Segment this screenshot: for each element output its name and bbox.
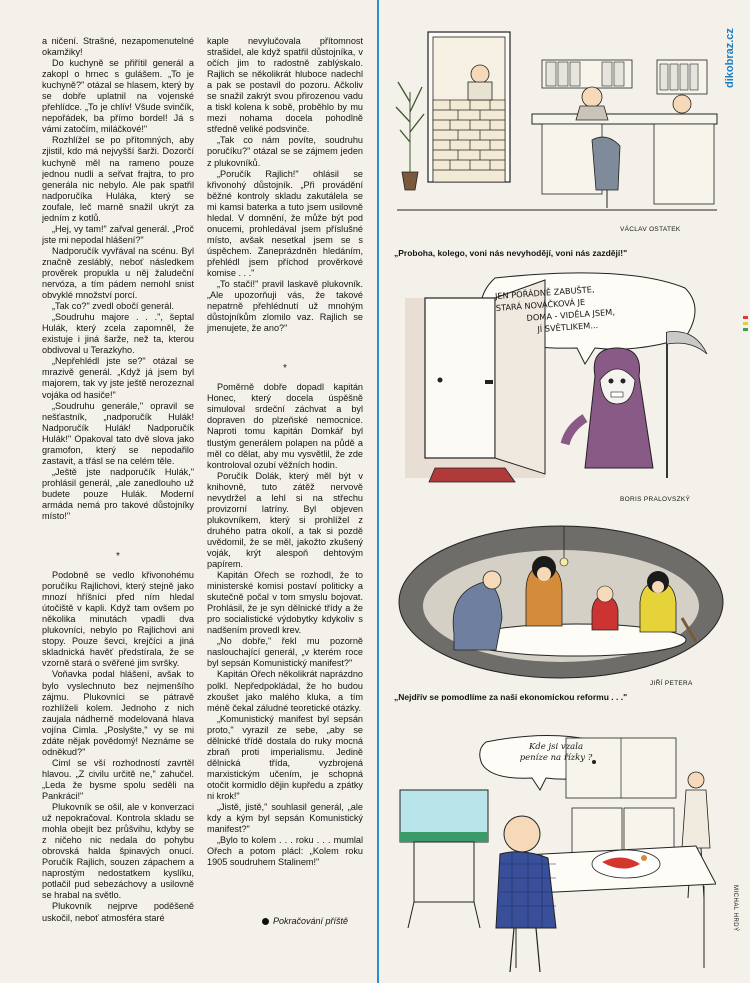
paragraph: „Soudruhu generále," opravil se nešťastník, „nadporučík Hulák! Nadporučík Hulák! Nadporučík Hulák!" Opakoval tato dvě slova jako gramofon, který se nepodařilo zastavit, a třásl se na celém těle. [42, 400, 194, 466]
cartoon-1-credit: VÁCLAV OSTATEK [620, 226, 681, 233]
paragraph: „Poručík Rajlich!" ohlásil se křivonohý důstojník. „Při provádění běžné kontroly skladu zakutálela se mi kamsi baterka a tuto jsem usilovně hledal. V domnění, že může být pod onucemi, prohledával jsem příslušné místo, avšak nesetkal jsem se s úspěchem. Zaneprázdněn hledáním, přehlédl jsem příchod prověrkové komise . . ." [207, 168, 363, 278]
paragraph: „Jistě, jistě," souhlasil generál, „ale kdy a kým byl sepsán Komunistický manifest?" [207, 802, 363, 835]
cartoon-4-speech [496, 742, 616, 764]
paragraph: „Hej, vy tam!" zařval generál. „Proč jste mi nepodal hlášení?" [42, 223, 194, 245]
section-separator: * [116, 551, 120, 563]
paragraph: Ciml se vší rozhodností zavrtěl hlavou. „Z civilu určitě ne," zahučel. „Leda že bysme spolu seděli na Pankráci!" [42, 757, 194, 801]
cartoon-kitchen [396, 728, 716, 978]
paragraph: „To stačí!" pravil laskavě plukovník. „Ale upozorňuji vás, že takové nepatrně přehlédnutí už mnohým důstojníkům zlomilo vaz. Rajlich se jmenujete, že ano?" [207, 279, 363, 334]
section-separator: * [283, 363, 287, 375]
speech-line: STARÁ NOVÁČKOVÁ JE [495, 296, 586, 313]
paragraph: „Bylo to kolem . . . roku . . . mumlal Ořech a potom plácl: „Kolem roku 1905 soudruhem Stalinem!" [207, 835, 363, 868]
cartoon-3-drawing [396, 522, 726, 682]
paragraph: Podobně se vedlo křivonohému poručíku Rajlichovi, který stejně jako mnozí hříšníci před ním hledal útočiště v kapli. Když tam ovšem po několika minutách vpadli dva plukovníci, nebylo po Rajlichovi ani stopy. Pouze ševci, krejčíci a jiná skladnická havěť předstírala, že se vzorně stará o svěřené jim svršky. [42, 570, 194, 669]
speech-line: peníze na řízky ? [519, 753, 593, 763]
paragraph: „Nepřehlédl jste se?" otázal se mrazivě generál. „Když já jsem byl majorem, tak vy jste ještě nerozeznal vojáka od hasiče!" [42, 356, 194, 400]
text-column-1 [42, 36, 194, 976]
paragraph: Poručík Dolák, který měl být v knihovně, tuto zátěž nervově nevydržel a lehl si na střechu provizorní latríny. Byl objeven plukovníkem, který si prohlížel z druhého patra okolí, a tak si pozdě uvědomil, že se měl, jakožto zkušený voják, krýt alespoň dehtovým papírem. [207, 470, 363, 570]
paragraph: „Ještě jste nadporučík Hulák," prohlásil generál, „ale zanedlouho už budete pouze Hulák. Moderní armáda nemá pro takové důstojníky místo!" [42, 466, 194, 522]
speech-line: JEN POŘÁDNĚ ZABUŠTE, [494, 284, 595, 302]
paragraph: „Soudruhu majore . . .", šeptal Hulák, který zcela zapomněl, že existuje i jiná šarže, než ta, kterou obdivoval u Terazkyho. [42, 312, 194, 356]
paragraph: Poměrně dobře dopadl kapitán Honec, který docela úspěšně simuloval srdeční záchvat a byl dopraven do plzeňské nemocnice. Naproti tomu kapitán Domkář byl tlustým generálem polapen na půdě a měl co dělat, aby mu vysvětlil, že zde kontroloval ozubí věžních hodin. [207, 382, 363, 470]
cartoon-3-caption: „Nejdřív se pomodlíme za naši ekonomickou reformu . . ." [394, 692, 628, 702]
cartoon-office-wall [392, 22, 722, 222]
cartoon-1-caption: „Proboha, kolego, voni nás nevyhodějí, voni nás zazdějí!" [394, 248, 628, 258]
cartoon-3-credit: JIŘÍ PETERA [650, 680, 693, 687]
cartoon-cave-prayer [396, 522, 726, 682]
paragraph: Nadporučík vyvřával na scénu. Byl značně zesláblý, neboť následkem prověrek propukla u něj žaludeční nervóza, a tím pádem nemohl snist obvyklé množství porcí. [42, 245, 194, 301]
paragraph: „No dobře," řekl mu pozorně naslouchající generál, „v kterém roce byl sepsán Komunistický manifest?" [207, 636, 363, 669]
cartoon-4-drawing [396, 728, 716, 978]
paragraph: Rozhlížel se po přítomných, aby zjistil, kdo má nejvyšší šarži. Dozorčí kuchyně měl na rameno pouze jednou nudli a seřvat frajtra, to pro generála nic nebylo. Ale pak spatřil nadporučíka Huláka, který se zoufale, leč marně snažil ukrýt za jedním z kotlů. [42, 135, 194, 223]
cartoon-1-drawing [392, 22, 722, 222]
paragraph: Kapitán Ořech se rozhodl, že to ministerské komisi postaví politicky a skutečně počal v tom smyslu bojovat. Prohlásil, že je syn dělnické třídy a že pro socialistické výdobytky kdykoliv s nadšením provedl krev. [207, 570, 363, 636]
speech-line: JÍ SVĚTLIKEM... [537, 319, 599, 335]
paragraph: kaple nevylučovala přítomnost strašidel, ale když spatřil důstojníka, v očích jim to radostně zablýskalo. Rajlich se několikrát hluboce nadechl a pak se postavil do pozoru. Ačkoliv se snažil zakrýt svou přirozenou vadu a tiskl kolena k sobě, proběhlo by mu mezi nohama docela pohodlně středně veliké podsvinče. [207, 36, 363, 135]
paragraph: Plukovník nejprve poděšeně uskočil, neboť atmosféra staré [42, 901, 194, 923]
speech-line: Kde jsi vzala [528, 742, 584, 752]
paragraph: Plukovník se ošil, ale v konverzaci už nepokračoval. Kontrola skladu se mohla obejít bez průšvihu, kdyby se z ničeho nic nedala do pohybu obrovská halda špinavých onucí. Poručík Rajlich, souzen zápachem a naprostým nedostatkem kyslíku, potlačil pud sebezáchovy a usilovně se hrabal na světlo. [42, 802, 194, 901]
paragraph: Kapitán Ořech několikrát naprázdno polkl. Nepředpokládal, že ho budou zkoušet jako malého kluka, a tím méně čekal záludné teoretické otázky. [207, 669, 363, 713]
paragraph: a ničení. Strašné, nezapomenutelné okamžiky! [42, 36, 194, 58]
site-watermark: dikobraz.cz [724, 28, 736, 88]
speech-line: DOMA - VIDĚLA JSEM, [526, 306, 616, 323]
paragraph: „Komunistický manifest byl sepsán proto," vyrazil ze sebe, „aby se dělnické třídě dostala do ruky mocná zbraň proti imperialismu. Jedině dělnická třída, vyzbrojená marxistickým učením, je schopná otočit kormidlo dějin kupředu a zpátky ni krok!" [207, 713, 363, 801]
text-column-2 [207, 36, 363, 941]
paragraph: „Tak co?" zvedl obočí generál. [52, 301, 174, 312]
cartoon-2-credit: BORIS PRALOVSZKÝ [620, 496, 691, 503]
continued-note [262, 916, 348, 926]
continued-label: Pokračování příště [273, 916, 349, 926]
cartoon-4-credit: MICHAL HRDÝ [732, 885, 738, 932]
column-divider [377, 0, 379, 983]
paragraph: Do kuchyně se přiřítil generál a zakopl o hrnec s gulášem. „To je kuchyně?" otázal se hlasem, který by se dobře uplatnil na vojenské přehlídce. „To je chlív! Všude svinčík, nepořádek, ba přímo bordel! Já s vámi zatočím, miláčkové!" [42, 58, 194, 135]
paragraph: Voňavka podal hlášení, avšak to bylo vyslechnuto bez nejmenšího zájmu. Plukovníci se pátravě rozhlíželi kolem. Jednoho z nich zaujala nádherně modelovaná hlava vojína Cimla. „Poslyšte," vy se mi zdáte nějak povědomý! Neznáme se odněkud?" [42, 669, 194, 757]
bullet-icon [262, 918, 269, 925]
paragraph: „Tak co nám povíte, soudruhu poručíku?" otázal se se zájmem jeden z plukovníků. [207, 135, 363, 168]
print-color-marks [743, 316, 748, 334]
